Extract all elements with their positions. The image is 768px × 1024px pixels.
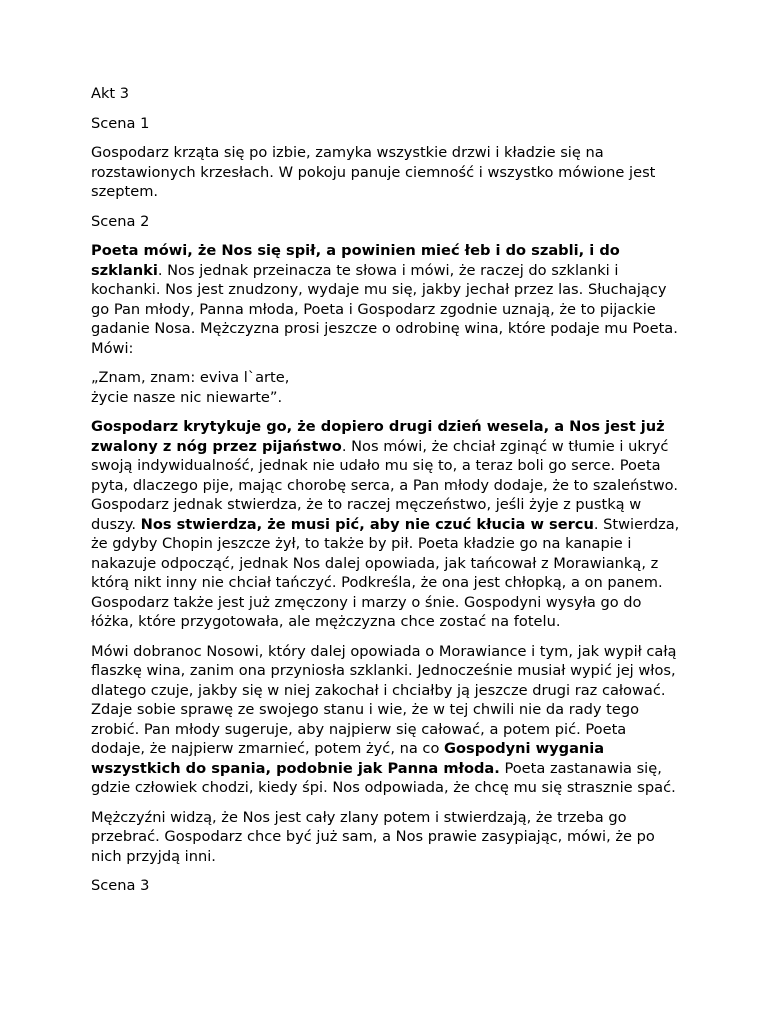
document-body <box>91 84 681 906</box>
scene-2-paragraph-3 <box>91 642 681 798</box>
bold-summary-1: Poeta mówi, że Nos się spił, a powinien mieć łeb i do szabli, i do szklanki <box>91 242 620 279</box>
bold-summary-2: Gospodarz krytykuje go, że dopiero drugi dzień wesela, a Nos jest już zwalony z nóg przez pijaństwo <box>91 418 665 455</box>
scene-2-paragraph-2 <box>91 417 681 632</box>
paragraph-text: . Nos jednak przeinacza te słowa i mówi, że raczej do szklanki i kochanki. Nos jest znudzony, wydaje mu się, jakby jechał przez las. Słuchający go Pan młody, Panna młoda, Poeta i Gospodarz zgodnie uznają, że to pijackie gadanie Nosa. Mężczyzna prosi jeszcze o odrobinę wina, które podaje mu Poeta. Mówi: <box>91 261 678 357</box>
paragraph-text: Mówi dobranoc Nosowi, który dalej opowiada o Morawiance i tym, jak wypił całą flaszkę wina, zanim ona przyniosła szklanki. Jednocześnie musiał wypić jej włos, dlatego czuje, jakby się w niej zakochał i chciałby ją jeszcze drugi raz całować. Zdaje sobie sprawę ze swojego stanu i wie, że w tej chwili nie da rady tego zrobić. Pan młody sugeruje, aby najpierw się całować, a potem pić. Poeta dodaje, że najpierw zmarnieć, potem żyć, na co <box>91 642 677 757</box>
paragraph-text: . Nos mówi, że chciał zginąć w tłumie i ukryć swoją indywidualność, jednak nie udało mu się to, a teraz boli go serce. Poeta pyta, dlaczego pije, mając chorobę serca, a Pan młody dodaje, że to szaleństwo. Gospodarz jednak stwierdza, że to raczej męczeństwo, jeśli żyje z pustką w duszy. <box>91 437 678 533</box>
paragraph-text: Poeta zastanawia się, gdzie człowiek chodzi, kiedy śpi. Nos odpowiada, że chcę mu się strasznie spać. <box>91 759 676 796</box>
act-heading: Akt 3 <box>91 85 130 102</box>
scene-1-heading: Scena 1 <box>91 114 150 132</box>
scene-2-paragraph-4: Mężczyźni widzą, że Nos jest cały zlany potem i stwierdzają, że trzeba go przebrać. Gospodarz chce być już sam, a Nos prawie zasypiając, mówi, że po nich przyjdą inni. <box>91 808 655 865</box>
scene-2-paragraph-1 <box>91 241 681 358</box>
poem-quote <box>91 368 681 407</box>
scene-1-paragraph: Gospodarz krząta się po izbie, zamyka wszystkie drzwi i kładzie się na rozstawionych krzesłach. W pokoju panuje ciemność i wszystko mówione jest szeptem. <box>91 144 656 200</box>
paragraph-text: . Stwierdza, że gdyby Chopin jeszcze żył, to także by pił. Poeta kładzie go na kanapie i nakazuje odpocząć, jednak Nos dalej opowiada, jak tańcował z Morawianką, z którą nikt inny nie chciał tańczyć. Podkreśla, że ona jest chłopką, a on panem. Gospodarz także jest już zmęczony i marzy o śnie. Gospodyni wysyła go do łóżka, które przygotowała, ale mężczyzna chce zostać na fotelu. <box>91 515 680 630</box>
quote-line-2: życie nasze nic niewarte”. <box>91 388 283 406</box>
quote-line-1: „Znam, znam: eviva l`arte, <box>91 369 290 386</box>
bold-summary-3: Nos stwierdza, że musi pić, aby nie czuć kłucia w sercu <box>140 515 594 533</box>
bold-summary-4: Gospodyni wygania wszystkich do spania, podobnie jak Panna młoda. <box>91 740 605 777</box>
scene-3-heading: Scena 3 <box>91 877 150 894</box>
scene-2-heading: Scena 2 <box>91 212 150 230</box>
